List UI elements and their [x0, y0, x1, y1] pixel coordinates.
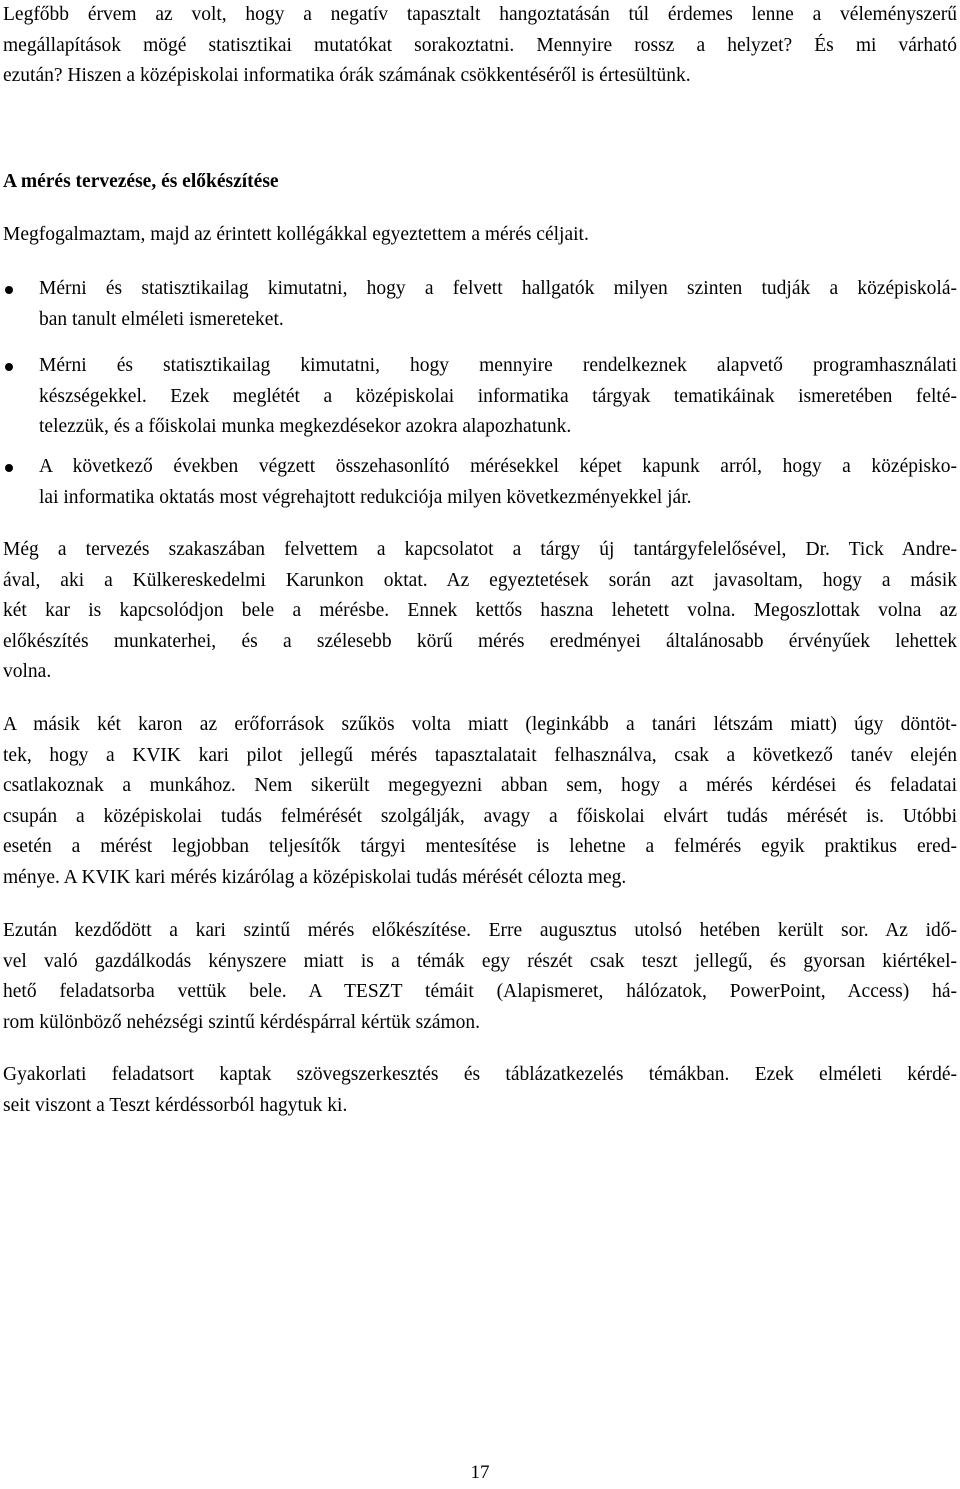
bullet-line: Mérni és statisztikailag kimutatni, hogy mennyire rendelkeznek alapvető programhasználati: [39, 355, 957, 376]
paragraph-line: két kar is kapcsolódjon bele a mérésbe. Ennek kettős haszna lehetett volna. Megoszlottak volna az: [3, 600, 957, 621]
goals-intro-paragraph: [3, 220, 957, 251]
goals-intro-text: Megfogalmaztam, majd az érintett kollégákkal egyeztettem a mérés céljait.: [3, 224, 589, 245]
bullet-line: Mérni és statisztikailag kimutatni, hogy a felvett hallgatók milyen szinten tudják a középiskolá-: [39, 278, 957, 299]
bullet-line: telezzük, és a főiskolai munka megkezdésekor azokra alapozhatunk.: [39, 416, 572, 437]
intro-line: ezután? Hiszen a középiskolai informatika órák számának csökkentéséről is értesültünk.: [3, 65, 691, 86]
paragraph-line: Gyakorlati feladatsort kaptak szövegszerkesztés és táblázatkezelés témákban. Ezek elméleti kérdé-: [3, 1064, 957, 1085]
paragraph-line: vel való gazdálkodás kényszere miatt is a témák egy részét csak teszt jellegű, és gyorsan kiértékel-: [3, 950, 957, 972]
section-heading: [3, 167, 957, 198]
paragraph-line: tek, hogy a KVIK kari pilot jellegű mérés tapasztalatait felhasználva, csak a következő tanév elején: [3, 744, 957, 766]
section-heading-text: A mérés tervezése, és előkészítése: [3, 171, 279, 192]
paragraph-line: esetén a mérést legjobban teljesítők tárgyi mentesítése is lehetne a felmérés egyik praktikus ered-: [3, 836, 957, 857]
body-paragraph: [3, 916, 957, 1038]
body-paragraph: [3, 710, 957, 893]
bullet-text: [39, 351, 957, 443]
bullet-text: [39, 274, 957, 335]
page-number: 17: [470, 1462, 490, 1483]
paragraph-line: volna.: [3, 661, 52, 682]
bullet-line: A következő években végzett összehasonlító mérésekkel képet kapunk arról, hogy a középisko-: [39, 456, 957, 477]
bullet-dot-icon: [5, 286, 13, 294]
body-paragraph: [3, 1060, 957, 1121]
paragraph-line: seit viszont a Teszt kérdéssorból hagytuk ki.: [3, 1094, 348, 1116]
bullet-text: [39, 452, 957, 513]
paragraph-line: ménye. A KVIK kari mérés kizárólag a középiskolai tudás mérését célozta meg.: [3, 866, 627, 888]
bullet-dot-icon: [5, 363, 13, 371]
intro-line: Legfőbb érvem az volt, hogy a negatív tapasztalt hangoztatásán túl érdemes lenne a véleményszerű: [3, 4, 957, 25]
paragraph-line: előkészítés munkaterhei, és a szélesebb körű mérés eredményei általánosabb érvényűek lehettek: [3, 630, 957, 652]
intro-line: megállapítások mögé statisztikai mutatókat sorakoztatni. Mennyire rossz a helyzet? És mi várható: [3, 34, 957, 56]
paragraph-line: csatlakoznak a munkához. Nem sikerült megegyezni abban sem, hogy a mérés kérdései és feladatai: [3, 775, 957, 796]
paragraph-line: Még a tervezés szakaszában felvettem a kapcsolatot a tárgy új tantárgyfelelősével, Dr. Tick Andre-: [3, 539, 957, 560]
paragraph-line: rom különböző nehézségi szintű kérdéspárral kértük számon.: [3, 1011, 481, 1033]
bullet-line: ban tanult elméleti ismereteket.: [39, 308, 284, 330]
bullet-line: készségekkel. Ezek meglétét a középiskolai informatika tárgyak tematikáinak ismeretében felté-: [39, 385, 957, 407]
paragraph-line: csupán a középiskolai tudás felmérését szolgálják, avagy a főiskolai elvárt tudás mérését is. Utóbbi: [3, 805, 957, 827]
bullet-line: lai informatika oktatás most végrehajtott redukciója milyen következményekkel jár.: [39, 486, 692, 508]
body-paragraph: [3, 535, 957, 688]
paragraph-line: Ezután kezdődött a kari szintű mérés előkészítése. Erre augusztus utolsó hetében került sor. Az idő-: [3, 920, 957, 941]
intro-paragraph: [3, 0, 957, 92]
paragraph-line: ával, aki a Külkereskedelmi Karunkon oktat. Az egyeztetések során azt javasoltam, hogy a másik: [3, 569, 957, 591]
paragraph-line: hető feladatsorba vettük bele. A TESZT témáit (Alapismeret, hálózatok, PowerPoint, Access) há-: [3, 981, 957, 1002]
paragraph-line: A másik két karon az erőforrások szűkös volta miatt (leginkább a tanári létszám miatt) úgy döntöt-: [3, 714, 957, 735]
bullet-dot-icon: [5, 464, 13, 472]
